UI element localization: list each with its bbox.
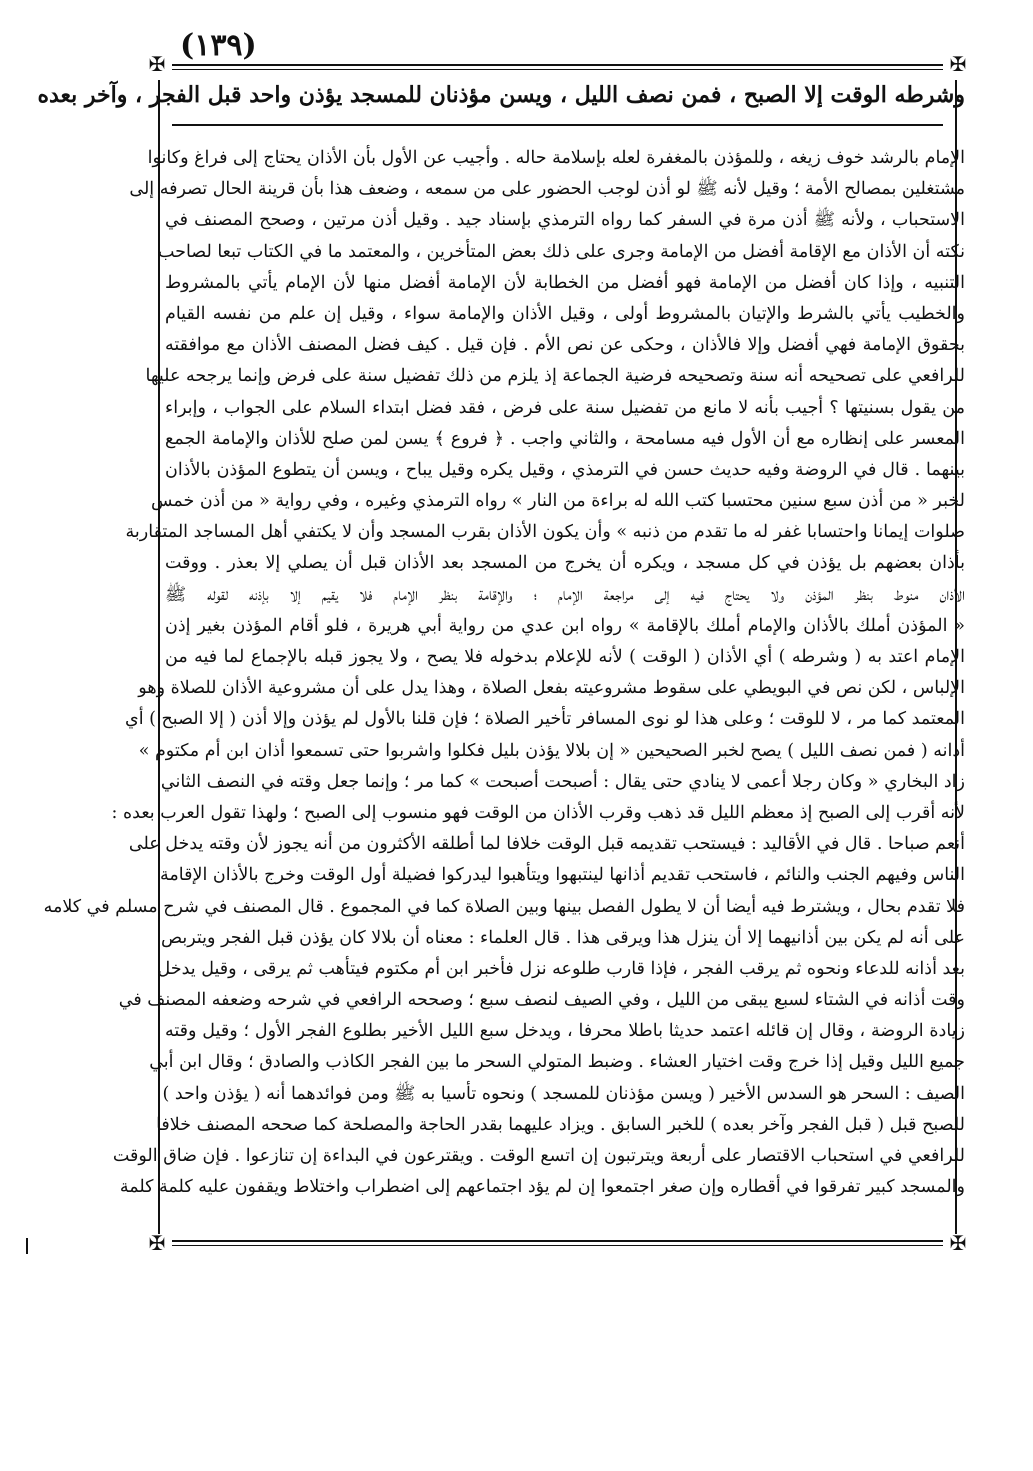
corner-ornament-icon: ✠ (949, 52, 967, 76)
commentary-line: للرافعي على تصحيحه أنه سنة وتصحيحه فرضية الجماعة إذ يلزم من ذلك تفضيل سنة على فرض وإنما يرجحه عليها (145, 366, 965, 387)
commentary-line: والخطيب يأتي بالشرط والإتيان بالمشروط أولى ، وقيل الأذان والإمامة سواء ، وقيل إن علم من نفسه القيام (165, 303, 965, 324)
frame-top-rule (172, 64, 943, 66)
commentary-line: الصيف : السحر هو السدس الأخير ( ويسن مؤذنان للمسجد ) ونحوه تأسيا به ﷺ ومن فوائدهما أنه ( يؤذن واحد ) (162, 1083, 965, 1104)
commentary-line: نكته أن الأذان مع الإقامة أفضل من الإمامة وجرى على ذلك بعض المتأخرين ، والمعتمد ما في الكتاب تبعا لصاحب (157, 241, 965, 262)
commentary-line: للرافعي في استحباب الاقتصار على أربعة ويترتبون إن اتسع الوقت . ويقترعون في البداءة إن تنازعوا . فإن ضاق الوقت (112, 1146, 965, 1166)
commentary-line: التنبيه ، وإذا كان أفضل من الإمامة فهو أفضل من الخطابة لأن الإمامة أفضل منها لأن الإمام يأتي بالمشروط (165, 272, 965, 293)
commentary-line: بأذان بعضهم بل يؤذن في كل مسجد ، ويكره أن يخرج من المسجد بعد الأذان قبل أن يصلي إلا بعذر . ووقت (165, 553, 965, 574)
frame-top-rule-thin (172, 69, 943, 70)
commentary-line: « المؤذن أملك بالأذان والإمام أملك بالإقامة » رواه ابن عدي من رواية أبي هريرة ، فلو أقام المؤذن بغير إذن (165, 615, 965, 636)
commentary-line: أذانه ( فمن نصف الليل ) يصح لخبر الصحيحين « إن بلالا يؤذن بليل فكلوا واشربوا حتى تسمعوا أذان ابن أم مكتوم » (138, 740, 965, 761)
commentary-line: جميع الليل وقيل إذا خرج وقت اختيار العشاء . وضبط المتولي السحر ما بين الفجر الكاذب والصادق ؛ وقال ابن أبي (149, 1052, 965, 1073)
commentary-line: الأذان منوط بنظر المؤذن ولا يحتاج فيه إلى مراجعة الإمام ؛ والإقامة بنظر الإمام فلا يقيم إلا بإذنه لقوله ﷺ (165, 584, 965, 605)
margin-mark (26, 1238, 32, 1254)
commentary-line: بعد أذانه للدعاء ونحوه ثم يرقب الفجر ، فإذا قارب طلوعه نزل فأخبر ابن أم مكتوم فيتأهب ثم يرقى ، وقيل يدخل (157, 958, 965, 979)
commentary-line: الاستحباب ، ولأنه ﷺ أذن مرة في السفر كما رواه الترمذي بإسناد جيد . وقيل أذن مرتين ، وصحح المصنف في (165, 210, 965, 231)
commentary-line: المعتمد كما مر ، لا للوقت ؛ وعلى هذا لو نوى المسافر تأخير الصلاة ؛ فإن قلنا بالأول لم يؤذن وإلا أذن ( إلا الصبح ) أي (125, 709, 965, 730)
commentary-line: المعسر على إنظاره مع أن الأول فيه مسامحة ، والثاني واجب . ﴿ فروع ﴾ يسن لمن صلح للأذان والإمامة الجمع (165, 428, 965, 449)
commentary-line: لخبر « من أذن سبع سنين محتسبا كتب الله له براءة من النار » رواه الترمذي وغيره ، وفي رواية « من أذن خمس (151, 491, 965, 512)
frame-bottom-rule-thin (172, 1245, 943, 1246)
commentary-line: على أنه لم يكن بين أذانيهما إلا أن ينزل هذا ويرقى هذا . قال العلماء : معناه أن بلالا كان يؤذن قبل الفجر ويتربص (160, 927, 965, 948)
commentary-line: صلوات إيمانا واحتسابا غفر له ما تقدم من ذنبه » وأن يكون الأذان بقرب المسجد وأن لا يكتفي أهل المساجد المتقاربة (125, 522, 965, 543)
commentary-line: الإمام اعتد به ( وشرطه ) أي الأذان ( الوقت ) لأنه للإعلام بدخوله فلا يصح ، ولا يجوز قبله بالإجماع لما فيه من (165, 647, 965, 667)
commentary-line: بحقوق الإمامة فهي أفضل وإلا فالأذان ، وحكى عن نص الأم . فإن قيل . كيف فضل المصنف الأذان مع موافقته (165, 335, 965, 356)
commentary-text (43, 143, 965, 1233)
corner-ornament-icon: ✠ (148, 1231, 166, 1255)
commentary-line: وقت أذانه في الشتاء لسبع يبقى من الليل ، وفي الصيف لنصف سبع ؛ وصححه الرافعي في شرحه وضعفه المصنف في (118, 990, 965, 1011)
commentary-line: الإمام بالرشد خوف زيغه ، وللمؤذن بالمغفرة لعله بإسلامة حاله . وأجيب عن الأول بأن الأذان يحتاج إلى فراغ وكانوا (147, 148, 965, 168)
matn-separator-rule (172, 124, 943, 126)
commentary-line: للصبح قبل ( قبل الفجر وآخر بعده ) للخبر السابق . ويزاد عليهما بقدر الحاجة والمصلحة كما صححه المصنف خلافا (156, 1114, 965, 1135)
frame-bottom-rule (172, 1240, 943, 1242)
corner-ornament-icon: ✠ (949, 1231, 967, 1255)
commentary-line: فلا تقدم بحال ، ويشترط فيه أيضا أن لا يطول الفصل بينها وبين الصلاة كما في المجموع . قال المصنف في شرح مسلم في كلامه (43, 896, 965, 917)
commentary-line: لأنه أقرب إلى الصبح إذ معظم الليل قد ذهب وقرب الأذان من الوقت فهو منسوب إلى الصبح ؛ ولهذا تقول العرب بعده : (111, 802, 965, 823)
corner-ornament-icon: ✠ (148, 52, 166, 76)
commentary-line: زيادة الروضة ، وقال إن قائله اعتمد حديثا باطلا محرفا ، ويدخل سبع الليل الأخير بطلوع الفجر الأول ؛ وقيل وقته (165, 1021, 965, 1042)
commentary-line: الناس وفيهم الجنب والنائم ، فاستحب تقديم أذانها لينتبهوا ويتأهبوا ليدركوا فضيلة أول الوقت وخرج بالأذان الإقامة (160, 865, 965, 886)
page-number: (١٣٩) (180, 28, 257, 63)
commentary-line: من يقول بسنيتها ؟ أجيب بأنه لا مانع من تفضيل سنة على فرض ، فقد فضل ابتداء السلام على الجواب ، وإبراء (165, 397, 965, 418)
commentary-line: والمسجد كبير تفرقوا في أقطاره وإن صغر اجتمعوا إن لم يؤد اجتماعهم إلى اضطراب واختلاط ويقفون عليه كلمة كلمة (119, 1177, 965, 1198)
commentary-line: بينهما . قال في الروضة وفيه حديث حسن في الترمذي ، وقيل يكره وقيل يباح ، ويسن أن يتطوع المؤذن بالأذان (165, 459, 965, 480)
commentary-line: أنعم صباحا . قال في الأقاليد : فيستحب تقديمه قبل الوقت خلافا لما أطلقه الأكثرون من أنه يجوز لأن وقته يدخل على (128, 834, 965, 855)
matn-text: وشرطه الوقت إلا الصبح ، فمن نصف الليل ، ويسن مؤذنان للمسجد يؤذن واحد قبل الفجر ، وآخر بعده (37, 82, 965, 108)
commentary-line: مشتغلين بمصالح الأمة ؛ وقيل لأنه ﷺ لو أذن لوجب الحضور على من سمعه ، وضعف هذا بأن قرينة الحال تصرفه إلى (129, 179, 965, 200)
commentary-line: زاد البخاري « وكان رجلا أعمى لا ينادي حتى يقال : أصبحت أصبحت » كما مر ؛ وإنما جعل وقته في النصف الثاني (160, 771, 965, 792)
commentary-line: الإلباس ، لكن نص في البويطي على سقوط مشروعيته بفعل الصلاة ، وهذا يدل على أن مشروعية الأذان للصلاة وهو (138, 678, 965, 699)
